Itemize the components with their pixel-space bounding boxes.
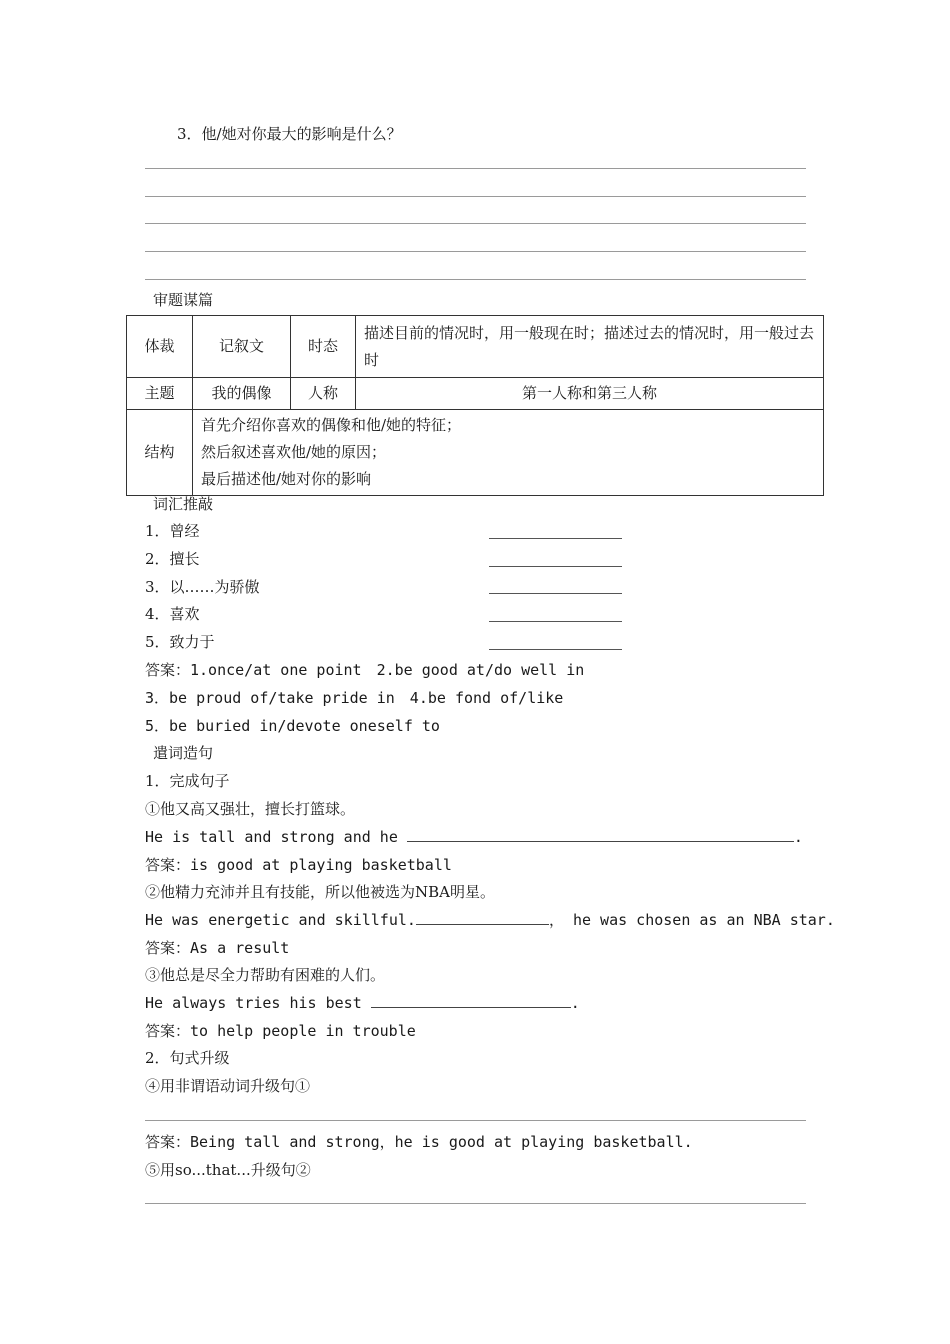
person-label: 人称 bbox=[291, 378, 356, 410]
question-3: 3．他/她对你最大的影响是什么？ bbox=[177, 125, 402, 143]
vocab-item: 4．喜欢 bbox=[145, 605, 200, 623]
question-cn: ⑤用so...that...升级句② bbox=[145, 1161, 311, 1179]
vocab-item: 2．擅长 bbox=[145, 550, 200, 568]
vocab-item: 3．以……为骄傲 bbox=[145, 578, 260, 596]
structure-value bbox=[193, 410, 824, 496]
answer: 答案：As a result bbox=[145, 939, 290, 957]
question-en bbox=[145, 827, 803, 847]
answer-line[interactable] bbox=[145, 168, 806, 169]
tense-value: 描述目前的情况时，用一般现在时；描述过去的情况时，用一般过去时 bbox=[356, 316, 824, 378]
sentence-text: He always tries his best bbox=[145, 994, 371, 1012]
plan-table bbox=[126, 315, 824, 496]
vocab-blank[interactable] bbox=[489, 649, 622, 650]
part-title: 2．句式升级 bbox=[145, 1049, 230, 1067]
sentence-text: He was energetic and skillful. bbox=[145, 911, 416, 929]
section-heading-vocab: 词汇推敲 bbox=[153, 495, 214, 513]
genre-value: 记叙文 bbox=[193, 316, 291, 378]
table-row bbox=[127, 316, 824, 378]
genre-label: 体裁 bbox=[127, 316, 193, 378]
vocab-blank[interactable] bbox=[489, 621, 622, 622]
question-en bbox=[145, 993, 580, 1013]
vocab-blank[interactable] bbox=[489, 593, 622, 594]
question-cn: ③他总是尽全力帮助有困难的人们。 bbox=[145, 966, 386, 984]
answer-line[interactable] bbox=[145, 223, 806, 224]
sentence-text: ， he was chosen as an NBA star. bbox=[548, 911, 835, 929]
table-row bbox=[127, 410, 824, 496]
answer-line[interactable] bbox=[145, 1203, 806, 1204]
fill-blank[interactable] bbox=[416, 910, 549, 925]
answer-line[interactable] bbox=[145, 196, 806, 197]
part-title: 1．完成句子 bbox=[145, 772, 230, 790]
section-heading-sentence: 遣词造句 bbox=[153, 744, 214, 762]
sentence-text: . bbox=[570, 994, 580, 1012]
question-cn: ①他又高又强壮，擅长打篮球。 bbox=[145, 800, 356, 818]
vocab-blank[interactable] bbox=[489, 566, 622, 567]
fill-blank[interactable] bbox=[371, 993, 571, 1008]
answer: 答案：is good at playing basketball bbox=[145, 856, 452, 874]
vocab-answer: 5．be buried in/devote oneself to bbox=[145, 717, 440, 735]
sentence-text: . bbox=[793, 828, 803, 846]
vocab-answer: 答案：1.once/at one point 2.be good at/do well in bbox=[145, 661, 585, 679]
tense-label: 时态 bbox=[291, 316, 356, 378]
question-en bbox=[145, 910, 835, 930]
fill-blank[interactable] bbox=[407, 827, 794, 842]
answer-line[interactable] bbox=[145, 279, 806, 280]
table-row bbox=[127, 378, 824, 410]
structure-line: 然后叙述喜欢他/她的原因； bbox=[201, 443, 387, 461]
answer: 答案：to help people in trouble bbox=[145, 1022, 416, 1040]
theme-label: 主题 bbox=[127, 378, 193, 410]
structure-label: 结构 bbox=[127, 410, 193, 496]
vocab-item: 5．致力于 bbox=[145, 633, 215, 651]
vocab-blank[interactable] bbox=[489, 538, 622, 539]
question-cn: ④用非谓语动词升级句① bbox=[145, 1077, 311, 1095]
theme-value: 我的偶像 bbox=[193, 378, 291, 410]
vocab-answer: 3．be proud of/take pride in 4.be fond of/like bbox=[145, 689, 564, 707]
answer-line[interactable] bbox=[145, 1120, 806, 1121]
person-value: 第一人称和第三人称 bbox=[356, 378, 824, 410]
question-cn: ②他精力充沛并且有技能，所以他被选为NBA明星。 bbox=[145, 883, 495, 901]
answer-line[interactable] bbox=[145, 251, 806, 252]
answer: 答案：Being tall and strong，he is good at playing basketball. bbox=[145, 1133, 693, 1151]
section-heading-plan: 审题谋篇 bbox=[153, 291, 214, 309]
structure-line: 最后描述他/她对你的影响 bbox=[201, 470, 372, 488]
sentence-text: He is tall and strong and he bbox=[145, 828, 407, 846]
vocab-item: 1．曾经 bbox=[145, 522, 200, 540]
structure-line: 首先介绍你喜欢的偶像和他/她的特征； bbox=[201, 416, 462, 434]
